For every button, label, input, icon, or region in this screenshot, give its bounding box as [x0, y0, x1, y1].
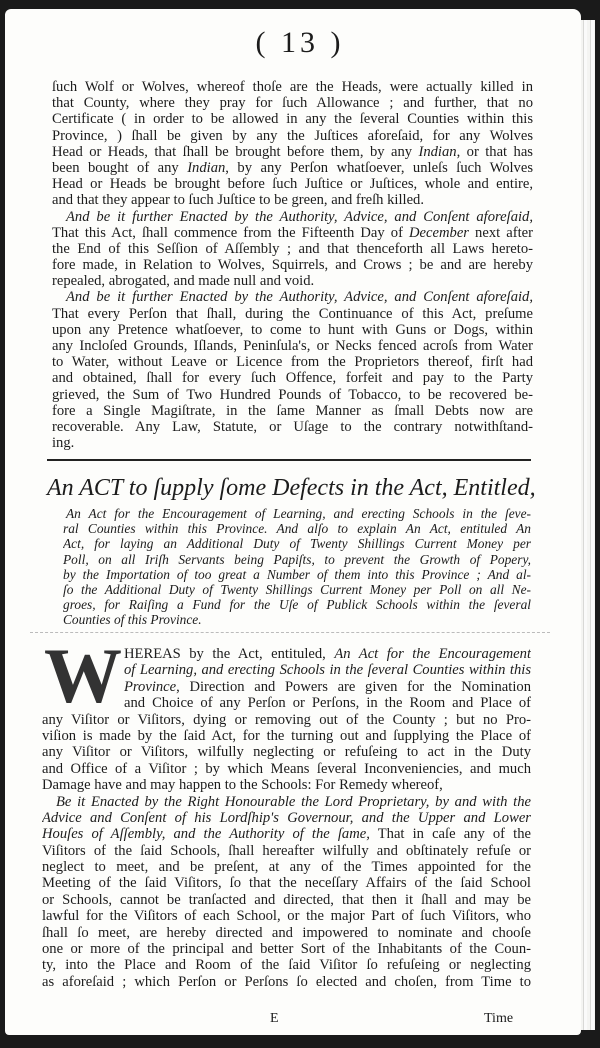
- text-line: [42, 941, 531, 957]
- italic-text: Counties of this Province.: [63, 612, 202, 628]
- text-line: [42, 843, 531, 859]
- text-line: [42, 859, 531, 875]
- italic-text: Indian: [418, 143, 457, 160]
- text-line: [52, 176, 533, 192]
- text-line: [52, 387, 533, 403]
- text-line: [42, 646, 531, 662]
- roman-text: fore a Single Magiſtrate, in the ſame Manner as ſmall Debts now are: [52, 402, 533, 419]
- roman-text: fore made, in Relation to Wolves, Squirrels, and Crows ; be and are hereby: [52, 257, 533, 274]
- roman-text: and Office of a Viſitor ; by which Means ſeveral Inconveniencies, and much: [42, 760, 531, 777]
- text-line: [42, 761, 531, 777]
- italic-text: Poll, on all Iriſh Servants being Papiſts, to prevent the Growth of Popery,: [63, 551, 531, 567]
- text-line: [42, 892, 531, 908]
- italic-text: An Act for the Encouragement: [334, 646, 531, 662]
- text-line: [52, 273, 533, 289]
- roman-text: recoverable. Any Law, Statute, or Uſage to the contrary notwithſtand-: [52, 418, 533, 435]
- text-line: [52, 209, 533, 225]
- italic-text: of Learning, and erecting Schools in the ſeveral Counties within this: [124, 662, 531, 679]
- roman-text: and that they appear to ſuch Juſtice to be green, and freſh killed.: [52, 192, 425, 209]
- text-line: [52, 338, 533, 354]
- roman-text: viſion is made by the ſaid Act, for the turning out and ſupplying the Place of: [42, 727, 531, 744]
- roman-text: lawful for the Viſitors of each School, or the major Part of ſuch Viſitors, who: [42, 908, 531, 925]
- catchword: Time: [484, 1011, 514, 1026]
- text-line: [63, 521, 531, 536]
- text-line: [42, 875, 531, 891]
- text-line: [52, 192, 533, 208]
- text-line: [42, 728, 531, 744]
- roman-text: next after: [468, 224, 533, 241]
- text-line: [52, 241, 533, 257]
- text-line: [42, 826, 531, 842]
- roman-text: , or that has: [456, 143, 533, 160]
- act-title-text: An ACT to ſupply ſome Defects in the Act, Entitled,: [47, 475, 536, 501]
- roman-text: Certificate ( in order to be allowed in any the ſeveral Counties within this: [52, 111, 533, 128]
- italic-text: ral Counties within this Province. And alſo to explain An Act, entituled An: [63, 521, 531, 537]
- text-line: [52, 354, 533, 370]
- text-line: [42, 777, 531, 793]
- text-line: [42, 794, 531, 810]
- signature-mark: E: [270, 1011, 279, 1026]
- roman-text: , by any Perſon whatſoever, unleſs ſuch Wolves: [225, 159, 533, 176]
- act-subtitle: [63, 506, 531, 628]
- act-title: [47, 473, 536, 503]
- roman-text: the End of this Seſſion of Aſſembly ; and that thenceforth all Laws hereto-: [52, 240, 533, 257]
- roman-text: to Water, without Leave or Licence from the Proprietors thereof, firſt had: [52, 354, 533, 371]
- text-line: [42, 679, 531, 695]
- roman-text: that County, where they pray for ſuch Allowance ; and further, that no: [52, 95, 533, 112]
- roman-text: or Schools, cannot be tranſacted and directed, that then it ſhall and may be: [42, 891, 531, 908]
- roman-text: ſuch Wolf or Wolves, whereof thoſe are the Heads, were actually killed in: [52, 79, 533, 95]
- roman-text: any Viſitor or Viſitors, wilfully neglecting or refuſeing to act in the Duty: [42, 744, 531, 761]
- italic-text: And be it further Enacted by the Authority, Advice, and Conſent aforeſaid,: [66, 289, 533, 306]
- roman-text: Damage have and may happen to the Schools: For Remedy whereof,: [42, 777, 443, 794]
- italic-text: December: [409, 224, 469, 241]
- roman-text: ſhall ſo meet, are hereby directed and impowered to nominate and chooſe: [42, 924, 531, 941]
- drop-cap: W: [44, 643, 122, 709]
- text-line: [63, 536, 531, 551]
- roman-text: grieved, the Sum of Two Hundred Pounds of Tobacco, to be recovered be-: [52, 386, 533, 403]
- italic-text: Be it Enacted by the Right Honourable the Lord Proprietary, by and with the: [56, 793, 531, 810]
- text-line: [52, 435, 533, 451]
- page-number: ( 13 ): [255, 26, 345, 59]
- text-line: [42, 744, 531, 760]
- roman-text: That every Perſon that ſhall, during the Continuance of this Act, preſume: [52, 305, 533, 322]
- text-line: [52, 370, 533, 386]
- roman-text: , Direction and Powers are given for the Nomination: [176, 678, 531, 695]
- italic-text: An Act for the Encouragement of Learning, and erecting Schools in the ſeve-: [66, 506, 531, 521]
- roman-text: one or more of the principal and better Sort of the Inhabitants of the Coun-: [42, 941, 531, 958]
- text-line: [52, 403, 533, 419]
- roman-text: That in caſe any of the: [369, 826, 531, 843]
- roman-text: and obtained, ſhall for every ſuch Offence, forfeit and pay to the Party: [52, 370, 533, 387]
- text-line: [42, 695, 531, 711]
- text-line: [42, 974, 531, 990]
- subtitle-divider: [30, 632, 550, 633]
- italic-text: And be it further Enacted by the Authority, Advice, and Conſent aforeſaid,: [66, 208, 533, 225]
- text-line: [63, 582, 531, 597]
- roman-text: upon any Pretence whatſoever, to come to hunt with Guns or Dogs, within: [52, 321, 533, 338]
- section-divider: [47, 459, 531, 461]
- text-line: [63, 597, 531, 612]
- text-line: [52, 95, 533, 111]
- roman-text: and Choice of any Perſon or Perſons, in the Room and Place of: [124, 695, 531, 712]
- roman-text: ing.: [52, 435, 75, 452]
- text-line: [63, 506, 531, 521]
- text-line: [52, 111, 533, 127]
- italic-text: Indian: [187, 159, 226, 176]
- italic-text: Advice and Conſent of his Lordſhip's Governour, and the Upper and Lower: [42, 809, 531, 826]
- italic-text: ſo the Additional Duty of Twenty Shillings Current Money per Poll on all Ne-: [63, 581, 531, 597]
- text-line: [52, 225, 533, 241]
- roman-text: Meeting of the ſaid Viſitors, ſo that the neceſſary Affairs of the ſaid School: [42, 875, 531, 892]
- text-line: [52, 289, 533, 305]
- italic-text: Act, for laying an Additional Duty of Twenty Shillings Current Money per: [63, 536, 531, 552]
- italic-text: Province: [124, 678, 177, 695]
- text-line: [42, 908, 531, 924]
- text-line: [52, 128, 533, 144]
- text-line: [52, 144, 533, 160]
- roman-text: Province, ) ſhall be given by any the Juſtices aforeſaid, for any Wolves: [52, 127, 533, 144]
- roman-text: ty, into the Place and Room of the ſaid Viſitor ſo refuſeing or neglecting: [42, 957, 531, 974]
- roman-text: repealed, abrogated, and made null and void.: [52, 273, 315, 290]
- italic-text: groes, for Raiſing a Fund for the Uſe of Publick Schools within the ſeveral: [63, 597, 531, 613]
- text-line: [52, 257, 533, 273]
- text-line: [63, 567, 531, 582]
- text-line: [52, 306, 533, 322]
- text-line: [42, 810, 531, 826]
- section-schools-text: [42, 646, 531, 990]
- text-line: [52, 160, 533, 176]
- text-line: [52, 79, 533, 95]
- italic-text: Houſes of Aſſembly, and the Authority of the ſame,: [42, 826, 370, 843]
- text-line: [52, 322, 533, 338]
- roman-text: been bought of any: [52, 159, 188, 176]
- text-line: [42, 662, 531, 678]
- text-line: [42, 925, 531, 941]
- section-wolves-text: [52, 79, 533, 451]
- roman-text: any Viſitor or Viſitors, dying or removing out of the County ; but no Pro-: [42, 711, 531, 728]
- roman-text: HEREAS by the Act, entituled,: [124, 646, 335, 662]
- roman-text: neglect to meet, and be preſent, at any of the Times appointed for the: [42, 859, 531, 876]
- text-line: [52, 419, 533, 435]
- text-line: [42, 712, 531, 728]
- italic-text: by the Importation of too great a Number of them into this Province ; And al-: [63, 566, 531, 582]
- roman-text: That this Act, ſhall commence from the Fifteenth Day of: [52, 224, 410, 241]
- roman-text: Head or Heads, that ſhall be brought before them, by any: [52, 143, 419, 160]
- roman-text: any Incloſed Grounds, Iſlands, Peninſula's, or Necks fenced acroſs from Water: [52, 338, 533, 354]
- roman-text: as aforeſaid ; which Perſon or Perſons ſo elected and choſen, from Time to: [42, 973, 531, 990]
- text-line: [63, 612, 531, 627]
- roman-text: Viſitors of the ſaid Schools, ſhall hereafter wilfully and obſtinately refuſe or: [42, 842, 531, 859]
- text-line: [63, 552, 531, 567]
- text-line: [42, 957, 531, 973]
- roman-text: Head or Heads be brought before ſuch Juſtice or Juſtices, whole and entire,: [52, 176, 533, 193]
